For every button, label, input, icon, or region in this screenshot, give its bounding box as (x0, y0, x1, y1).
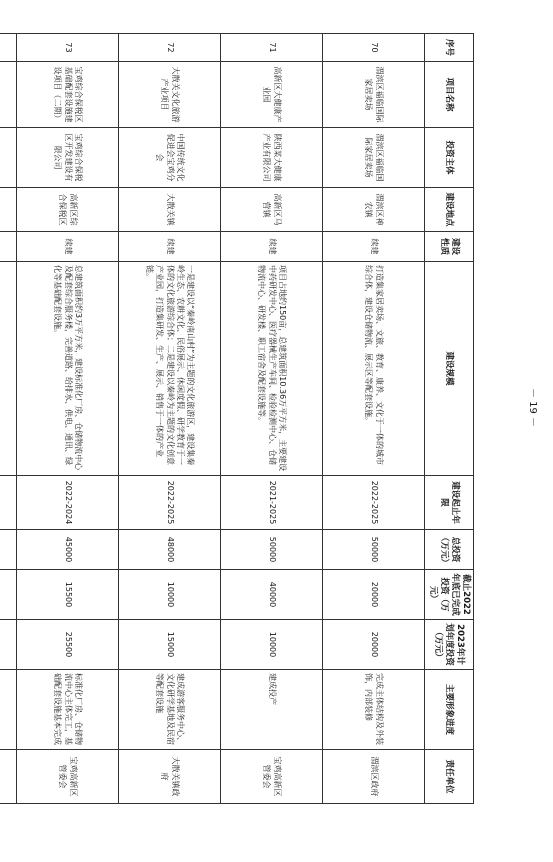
table-cell: 渭滨区神农镇 (322, 188, 424, 232)
table-row (220, 34, 322, 804)
table-cell: 25500 (16, 620, 118, 670)
column-header: 建设地点 (424, 188, 473, 232)
table-cell: 大散关文化旅游产业项目 (118, 62, 220, 128)
table-cell: 总建筑面积约3万平方米，建设标准化厂房、仓储物流中心及配套综合服务楼，完善道路、给排水、供电、通讯、绿化等基础配套设施。 (16, 262, 118, 476)
table-cell: 宝鸡综合保税区基础配套设施建设项目（二期） (16, 62, 118, 128)
table-cell (0, 34, 16, 62)
table-cell (0, 670, 16, 750)
table-cell: 高新区大健康产业园 (220, 62, 322, 128)
column-header: 建设性质 (424, 232, 473, 262)
table-cell: 50000 (220, 530, 322, 570)
table-cell (0, 262, 16, 476)
column-header: 总投资（万元） (424, 530, 473, 570)
table-cell: 宝鸡高新区管委会 (16, 750, 118, 804)
table-cell: 70 (322, 34, 424, 62)
table-cell: 建成投产 (220, 670, 322, 750)
table-cell: 2022-2025 (118, 476, 220, 530)
table-cell: 一是建设以“秦岭南山村”为主题的文化旅游区，建设集秦岭生态、农耕文化、民俗展示、休闲度假、研学教育于一体的文化旅游综合体；二是建设以秦岭为主题的文化创意产业园，打造集研发、生产、展示、销售于一体的产业链。 (118, 262, 220, 476)
table-cell: 完成主体结构及外装饰，内部装修 (322, 670, 424, 750)
table-row (322, 34, 424, 804)
table-row (0, 34, 16, 804)
table-cell: 建成游客服务中心、文化研学基地及民宿等配套设施 (118, 670, 220, 750)
table-cell: 续建 (16, 232, 118, 262)
table-cell: 2022-2024 (16, 476, 118, 530)
table-cell (0, 750, 16, 804)
table-row (16, 34, 118, 804)
column-header: 责任单位 (424, 750, 473, 804)
table-body (0, 34, 424, 804)
table-cell: 大散关镇 (118, 188, 220, 232)
table-cell (0, 188, 16, 232)
table-cell: 50000 (322, 530, 424, 570)
table-cell: 高新区综合保税区 (16, 188, 118, 232)
column-header: 2023年计划年度投资（万元） (424, 620, 473, 670)
table-cell: 48000 (118, 530, 220, 570)
table-cell: 高新区马营镇 (220, 188, 322, 232)
table-cell: 72 (118, 34, 220, 62)
table-cell (0, 570, 16, 620)
project-table (0, 33, 474, 804)
table-cell: 续建 (220, 232, 322, 262)
table-cell (0, 232, 16, 262)
table-row (118, 34, 220, 804)
table-cell (0, 128, 16, 188)
table-cell: 2021-2025 (220, 476, 322, 530)
table-cell: 71 (220, 34, 322, 62)
page-number: － 19 － (527, 387, 539, 428)
table-cell: 渭滨区福临国际家居卖场 (322, 62, 424, 128)
column-header: 项目名称 (424, 62, 473, 128)
table-cell: 宝鸡高新区管委会 (220, 750, 322, 804)
table-cell: 20000 (322, 570, 424, 620)
table-cell: 打造集家居卖场、文旅、教育、康养、文化于一体的城市综合体，建设仓储物流、展示区等配套设施。 (322, 262, 424, 476)
table-cell: 渭滨区政府 (322, 750, 424, 804)
table-cell: 中国传统文化促进会宝鸡分会 (118, 128, 220, 188)
table-cell: 标准化厂房、仓储物流中心主体完工，基础配套设施基本完成 (16, 670, 118, 750)
table-cell: 10000 (118, 570, 220, 620)
table-cell (0, 530, 16, 570)
table-cell: 45000 (16, 530, 118, 570)
table-cell: 73 (16, 34, 118, 62)
table-header-row (424, 34, 473, 804)
table-cell: 40000 (220, 570, 322, 620)
table-cell: 续建 (322, 232, 424, 262)
column-header: 投资主体 (424, 128, 473, 188)
table-cell (0, 620, 16, 670)
table-cell: 项目占地约150亩，总建筑面积10.36万平方米，主要建设中药研发中心、医疗器械生产车间、检验检测中心、仓储物流中心、研发楼、职工宿舍及配套设施等。 (220, 262, 322, 476)
column-header: 建设起止年限 (424, 476, 473, 530)
table-cell: 渭滨区福临国际家居卖场 (322, 128, 424, 188)
table-cell: 15000 (118, 620, 220, 670)
column-header: 截止2022年底已完成投资（万元） (424, 570, 473, 620)
table-cell: 陕西某大健康产业有限公司 (220, 128, 322, 188)
table-cell (0, 476, 16, 530)
rotated-table-wrapper (44, 33, 474, 803)
table-cell: 宝鸡综合保税区开发建设有限公司 (16, 128, 118, 188)
table-cell (0, 62, 16, 128)
table-cell: 续建 (118, 232, 220, 262)
table-cell: 15500 (16, 570, 118, 620)
column-header: 序号 (424, 34, 473, 62)
table-cell: 20000 (322, 620, 424, 670)
table-cell: 大散关镇政府 (118, 750, 220, 804)
table-cell: 2022-2025 (322, 476, 424, 530)
column-header: 建设规模 (424, 262, 473, 476)
table-cell: 10000 (220, 620, 322, 670)
column-header: 主要形象进度 (424, 670, 473, 750)
